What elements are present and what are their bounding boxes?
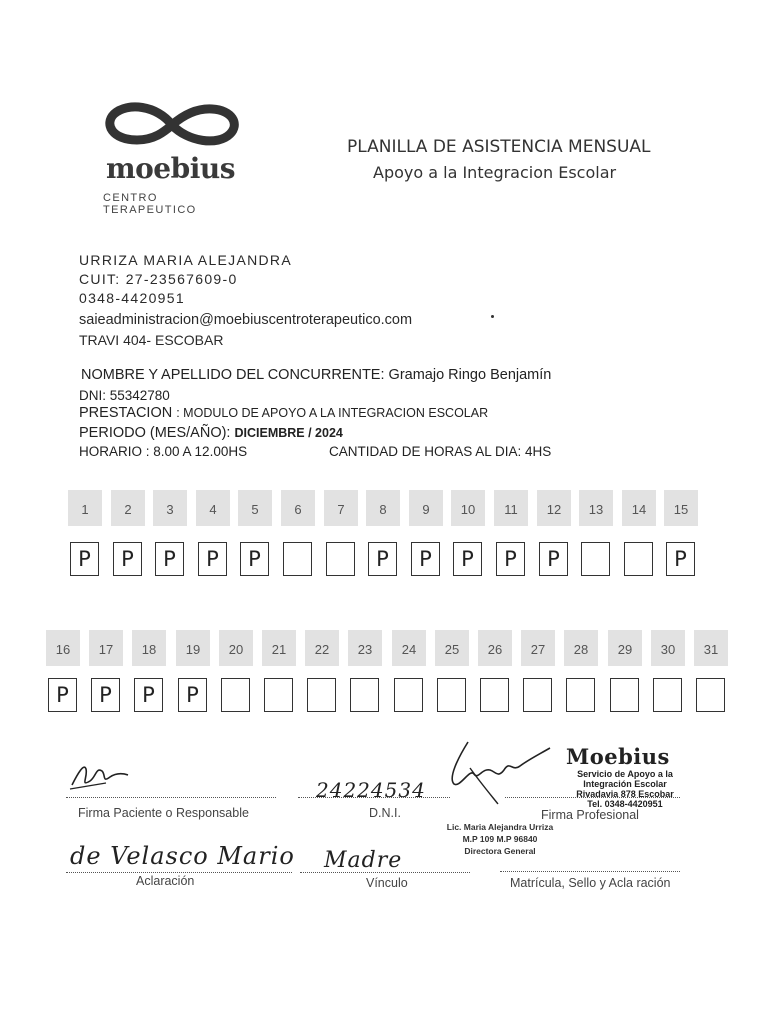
vinculo-line [300,872,470,873]
page-subtitle: Apoyo a la Integracion Escolar [373,163,617,182]
attendance-checkbox[interactable] [624,542,653,576]
attendance-checkbox[interactable] [264,678,293,712]
stamp-line-4: Tel. 0348-4420951 [587,799,663,809]
firma-profesional-label: Firma Profesional [541,808,639,822]
attendance-checkbox[interactable]: P [198,542,227,576]
day-number: 2 [111,490,145,526]
day-number: 28 [564,630,598,666]
firma-paciente-line [66,797,276,798]
day-number: 16 [46,630,80,666]
matricula-line [500,871,680,872]
logo-subtitle: CENTRO TERAPEUTICO [103,192,197,216]
horas-por-dia: CANTIDAD DE HORAS AL DIA: 4HS [329,444,552,459]
day-number: 15 [664,490,698,526]
horario: HORARIO : 8.00 A 12.00HS [79,444,248,459]
attendance-checkbox[interactable] [283,542,312,576]
attendance-checkbox[interactable]: P [48,678,77,712]
day-number: 31 [694,630,728,666]
attendance-row-2 [0,630,768,720]
day-number: 18 [132,630,166,666]
provider-name: URRIZA MARIA ALEJANDRA [79,252,292,268]
day-number: 29 [608,630,642,666]
aclaracion-handwritten: de Velasco Mario [70,842,295,870]
attendance-checkbox[interactable] [653,678,682,712]
patient-name-row [81,367,551,383]
attendance-checkbox[interactable]: P [496,542,525,576]
aclaracion-label: Aclaración [136,874,195,888]
provider-address: TRAVI 404- ESCOBAR [79,332,224,348]
dni-label: D.N.I. [369,806,401,820]
page-title: PLANILLA DE ASISTENCIA MENSUAL [347,137,651,157]
day-number: 5 [238,490,272,526]
day-number: 6 [281,490,315,526]
attendance-checkbox[interactable]: P [113,542,142,576]
attendance-checkbox[interactable] [437,678,466,712]
day-number: 19 [176,630,210,666]
attendance-checkbox[interactable] [350,678,379,712]
attendance-checkbox[interactable]: P [453,542,482,576]
day-number: 21 [262,630,296,666]
stamp-line-1: Servicio de Apoyo a la [577,769,673,779]
prestacion-value: : MODULO DE APOYO A LA INTEGRACION ESCOLAR [176,406,489,420]
day-number: 11 [494,490,528,526]
moebius-logo [100,100,250,216]
day-number: 1 [68,490,102,526]
attendance-checkbox[interactable]: P [134,678,163,712]
day-number: 22 [305,630,339,666]
patient-name-label: NOMBRE Y APELLIDO DEL CONCURRENTE: [81,367,385,383]
attendance-row-1 [0,490,768,580]
dni-line [298,797,450,798]
attendance-checkbox[interactable]: P [240,542,269,576]
stamp-title: Moebius [566,744,670,769]
logo-wordmark: moebius [106,152,235,185]
attendance-checkbox[interactable]: P [666,542,695,576]
attendance-checkbox[interactable] [610,678,639,712]
firma-paciente-label: Firma Paciente o Responsable [78,806,249,820]
day-number: 30 [651,630,685,666]
vinculo-label: Vínculo [366,876,408,890]
day-number: 17 [89,630,123,666]
aclaracion-line [66,872,292,873]
attendance-checkbox[interactable]: P [411,542,440,576]
day-number: 3 [153,490,187,526]
day-number: 20 [219,630,253,666]
attendance-checkbox[interactable]: P [178,678,207,712]
patient-signature [66,755,136,795]
day-number: 25 [435,630,469,666]
attendance-checkbox[interactable]: P [539,542,568,576]
professional-role: Directora General [464,846,536,856]
day-number: 12 [537,490,571,526]
day-number: 10 [451,490,485,526]
attendance-checkbox[interactable]: P [91,678,120,712]
attendance-checkbox[interactable] [394,678,423,712]
patient-name-value: Gramajo Ringo Benjamín [388,367,552,383]
attendance-checkbox[interactable] [523,678,552,712]
provider-email: saieadministracion@moebiuscentroterapeutico.com [79,312,413,328]
prestacion-label: PRESTACION [79,405,173,421]
infinity-icon [102,100,242,150]
attendance-checkbox[interactable] [696,678,725,712]
attendance-checkbox[interactable] [581,542,610,576]
provider-phone: 0348-4420951 [79,290,185,306]
attendance-checkbox[interactable]: P [70,542,99,576]
dni-handwritten: 24224534 [316,778,426,802]
day-number: 23 [348,630,382,666]
attendance-checkbox[interactable] [566,678,595,712]
periodo-value: DICIEMBRE / 2024 [234,426,343,440]
provider-cuit: CUIT: 27-23567609-0 [79,271,238,287]
day-number: 4 [196,490,230,526]
attendance-checkbox[interactable] [307,678,336,712]
day-number: 9 [409,490,443,526]
attendance-checkbox[interactable] [326,542,355,576]
vinculo-handwritten: Madre [324,848,403,873]
prestacion-row [79,405,488,421]
professional-name: Lic. Maria Alejandra Urriza [446,822,554,832]
periodo-row [79,425,343,441]
day-number: 8 [366,490,400,526]
stamp-line-3: Rivadavia 878 Escobar [576,789,674,799]
attendance-checkbox[interactable]: P [368,542,397,576]
matricula-label: Matrícula, Sello y Acla ración [510,876,671,890]
day-number: 27 [521,630,555,666]
day-number: 7 [324,490,358,526]
attendance-checkbox[interactable]: P [155,542,184,576]
stamp-line-2: Integración Escolar [583,779,667,789]
attendance-checkbox[interactable] [221,678,250,712]
professional-registration: M.P 109 M.P 96840 [462,834,538,844]
day-number: 24 [392,630,426,666]
professional-stamp [566,744,684,809]
day-number: 13 [579,490,613,526]
speck-dot [491,315,494,318]
day-number: 26 [478,630,512,666]
attendance-checkbox[interactable] [480,678,509,712]
patient-dni: DNI: 55342780 [79,388,170,403]
periodo-label: PERIODO (MES/AÑO): [79,425,231,441]
day-number: 14 [622,490,656,526]
